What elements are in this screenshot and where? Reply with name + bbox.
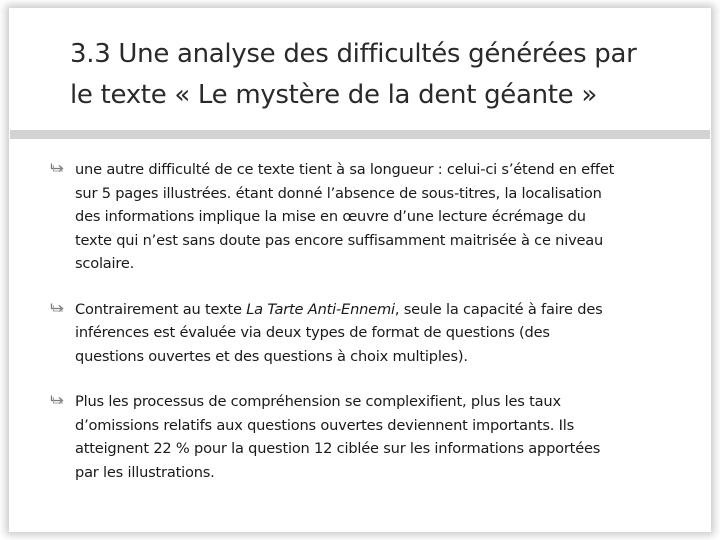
- bullet-text-run: , seule la capacité à faire des: [394, 300, 603, 318]
- curved-arrow-bullet-icon: [50, 162, 67, 176]
- book-title: La Tarte Anti-Ennemi: [246, 300, 395, 318]
- slide-title-line: 3.3 Une analyse des difficultés générées par: [70, 39, 637, 69]
- bullet-line: questions ouvertes et des questions à choix multiples).: [75, 347, 468, 365]
- bullet-text: [75, 298, 690, 369]
- bullet-line: Plus les processus de compréhension se complexifient, plus les taux: [75, 393, 561, 410]
- bullet-line: une autre difficulté de ce texte tient à sa longueur : celui-ci s’étend en effet: [75, 161, 615, 178]
- bullet-line: scolaire.: [75, 255, 135, 272]
- bullet-line: sur 5 pages illustrées. étant donné l’absence de sous-titres, la localisation: [75, 184, 602, 202]
- bullet-line: par les illustrations.: [75, 463, 215, 481]
- bullet-item: [50, 390, 690, 484]
- bullet-item: [50, 158, 690, 276]
- bullet-text: [75, 158, 690, 276]
- bullet-list: [50, 158, 690, 506]
- slide-title-line: le texte « Le mystère de la dent géante »: [70, 80, 597, 110]
- slide-title: [70, 34, 700, 116]
- bullet-line: inférences est évaluée via deux types de format de questions (des: [75, 324, 550, 341]
- title-divider: [10, 130, 710, 139]
- bullet-item: [50, 298, 690, 369]
- bullet-line: [75, 298, 690, 322]
- bullet-line: des informations implique la mise en œuvre d’une lecture écrémage du: [75, 208, 586, 225]
- curved-arrow-bullet-icon: [50, 302, 67, 316]
- curved-arrow-bullet-icon: [50, 394, 67, 408]
- bullet-line: atteignent 22 % pour la question 12 ciblée sur les informations apportées: [75, 440, 601, 457]
- bullet-text: [75, 390, 690, 484]
- bullet-text-run: Contrairement au texte: [75, 300, 247, 318]
- bullet-line: d’omissions relatifs aux questions ouvertes deviennent importants. Ils: [75, 416, 575, 434]
- bullet-line: texte qui n’est sans doute pas encore suffisamment maitrisée à ce niveau: [75, 231, 604, 249]
